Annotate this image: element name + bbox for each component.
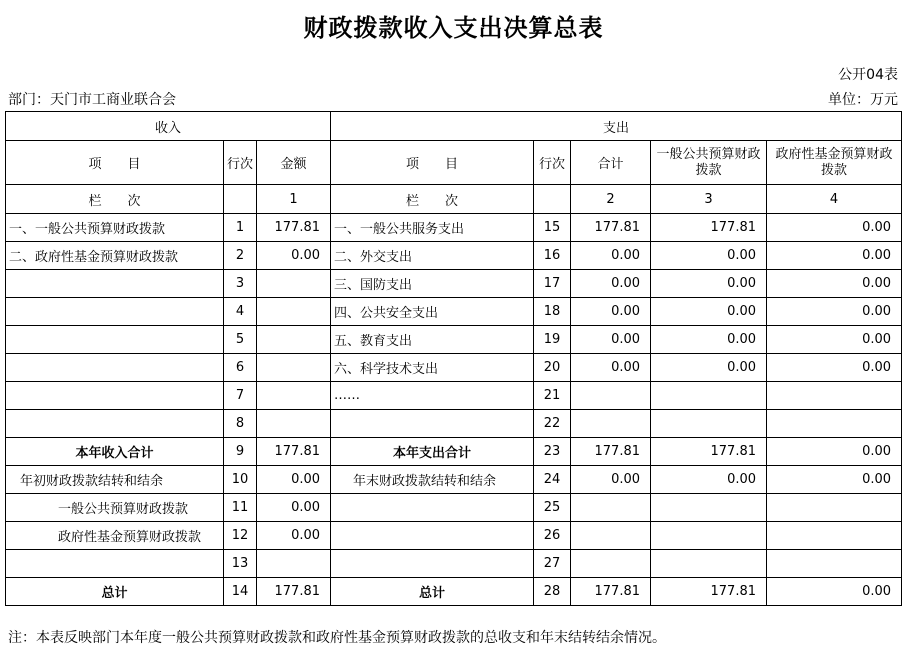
expense-gov-fund-cell: 0.00 [767, 578, 902, 606]
table-row [6, 578, 902, 606]
expense-total-cell: 0.00 [571, 298, 651, 326]
expense-item-cell: 本年支出合计 [331, 438, 534, 466]
expense-gov-fund-cell: 0.00 [767, 298, 902, 326]
expense-gov-fund-cell: 0.00 [767, 354, 902, 382]
table-row [6, 550, 902, 578]
expense-row-no-cell: 15 [534, 214, 571, 242]
expense-item-cell: 五、教育支出 [331, 326, 534, 354]
income-amount-cell: 177.81 [257, 214, 331, 242]
table-row [6, 410, 902, 438]
header-row-columns [6, 141, 902, 185]
income-row-no-cell: 11 [224, 494, 257, 522]
income-row-no-cell: 4 [224, 298, 257, 326]
income-item-cell [6, 410, 224, 438]
income-item-cell [6, 270, 224, 298]
header-income-item: 项 目 [6, 141, 224, 185]
income-item-cell [6, 382, 224, 410]
expense-general-budget-cell: 0.00 [651, 354, 767, 382]
income-amount-cell [257, 326, 331, 354]
expense-row-no-cell: 25 [534, 494, 571, 522]
header-row-sections [6, 112, 902, 141]
income-row-no-cell: 8 [224, 410, 257, 438]
index-col-2: 2 [571, 185, 651, 214]
expense-item-cell: 六、科学技术支出 [331, 354, 534, 382]
expense-general-budget-cell: 177.81 [651, 438, 767, 466]
index-expense-blank [534, 185, 571, 214]
expense-item-cell [331, 494, 534, 522]
income-item-cell: 一般公共预算财政拨款 [6, 494, 224, 522]
expense-item-cell: 二、外交支出 [331, 242, 534, 270]
income-amount-cell: 0.00 [257, 242, 331, 270]
table-row [6, 242, 902, 270]
income-amount-cell [257, 550, 331, 578]
index-income-blank [224, 185, 257, 214]
expense-item-cell: …… [331, 382, 534, 410]
expense-total-cell: 177.81 [571, 438, 651, 466]
fiscal-summary-table [5, 111, 902, 606]
table-row [6, 354, 902, 382]
expense-total-cell: 0.00 [571, 326, 651, 354]
expense-gov-fund-cell [767, 550, 902, 578]
table-row [6, 298, 902, 326]
expense-gov-fund-cell [767, 494, 902, 522]
income-item-cell [6, 298, 224, 326]
income-amount-cell [257, 410, 331, 438]
expense-item-cell [331, 550, 534, 578]
income-amount-cell: 0.00 [257, 466, 331, 494]
income-row-no-cell: 10 [224, 466, 257, 494]
header-expense-item: 项 目 [331, 141, 534, 185]
header-row-index [6, 185, 902, 214]
expense-general-budget-cell [651, 494, 767, 522]
expense-gov-fund-cell [767, 410, 902, 438]
expense-row-no-cell: 28 [534, 578, 571, 606]
header-expense: 支出 [331, 112, 902, 141]
expense-row-no-cell: 22 [534, 410, 571, 438]
header-income-amount: 金额 [257, 141, 331, 185]
expense-total-cell [571, 410, 651, 438]
income-item-cell [6, 326, 224, 354]
expense-total-cell: 0.00 [571, 242, 651, 270]
header-expense-row-no: 行次 [534, 141, 571, 185]
expense-general-budget-cell [651, 522, 767, 550]
header-general-budget: 一般公共预算财政拨款 [651, 141, 767, 185]
expense-gov-fund-cell: 0.00 [767, 438, 902, 466]
report-title: 财政拨款收入支出决算总表 [303, 13, 604, 42]
expense-general-budget-cell: 177.81 [651, 578, 767, 606]
expense-general-budget-cell: 0.00 [651, 270, 767, 298]
expense-item-cell: 总计 [331, 578, 534, 606]
expense-item-cell [331, 522, 534, 550]
index-col-1: 1 [257, 185, 331, 214]
index-income-label: 栏 次 [6, 185, 224, 214]
expense-row-no-cell: 26 [534, 522, 571, 550]
expense-gov-fund-cell: 0.00 [767, 242, 902, 270]
income-row-no-cell: 12 [224, 522, 257, 550]
form-number: 公开04表 [838, 67, 898, 83]
index-col-3: 3 [651, 185, 767, 214]
table-row [6, 438, 902, 466]
unit-label: 单位：万元 [828, 92, 898, 108]
expense-general-budget-cell [651, 550, 767, 578]
expense-total-cell: 0.00 [571, 354, 651, 382]
expense-gov-fund-cell: 0.00 [767, 214, 902, 242]
expense-total-cell [571, 550, 651, 578]
expense-gov-fund-cell: 0.00 [767, 466, 902, 494]
expense-general-budget-cell [651, 382, 767, 410]
header-gov-fund: 政府性基金预算财政拨款 [767, 141, 902, 185]
header-income: 收入 [6, 112, 331, 141]
income-row-no-cell: 6 [224, 354, 257, 382]
expense-total-cell [571, 494, 651, 522]
income-item-cell: 总计 [6, 578, 224, 606]
table-row [6, 326, 902, 354]
table-row [6, 466, 902, 494]
income-amount-cell: 177.81 [257, 438, 331, 466]
expense-row-no-cell: 19 [534, 326, 571, 354]
income-amount-cell: 0.00 [257, 494, 331, 522]
income-item-cell: 本年收入合计 [6, 438, 224, 466]
income-item-cell: 一、一般公共预算财政拨款 [6, 214, 224, 242]
table-row [6, 382, 902, 410]
expense-row-no-cell: 20 [534, 354, 571, 382]
expense-row-no-cell: 27 [534, 550, 571, 578]
income-row-no-cell: 14 [224, 578, 257, 606]
department-label: 部门：天门市工商业联合会 [8, 92, 176, 108]
expense-item-cell: 一、一般公共服务支出 [331, 214, 534, 242]
expense-total-cell [571, 522, 651, 550]
expense-general-budget-cell: 0.00 [651, 298, 767, 326]
expense-total-cell: 0.00 [571, 466, 651, 494]
income-row-no-cell: 5 [224, 326, 257, 354]
income-amount-cell [257, 270, 331, 298]
footnote: 注：本表反映部门本年度一般公共预算财政拨款和政府性基金预算财政拨款的总收支和年末结转结余情况。 [8, 630, 666, 646]
income-row-no-cell: 2 [224, 242, 257, 270]
income-item-cell: 年初财政拨款结转和结余 [6, 466, 224, 494]
expense-general-budget-cell: 0.00 [651, 466, 767, 494]
expense-gov-fund-cell: 0.00 [767, 270, 902, 298]
index-col-4: 4 [767, 185, 902, 214]
expense-gov-fund-cell [767, 522, 902, 550]
income-row-no-cell: 13 [224, 550, 257, 578]
expense-total-cell [571, 382, 651, 410]
expense-row-no-cell: 16 [534, 242, 571, 270]
income-row-no-cell: 3 [224, 270, 257, 298]
expense-general-budget-cell [651, 410, 767, 438]
expense-general-budget-cell: 177.81 [651, 214, 767, 242]
income-row-no-cell: 1 [224, 214, 257, 242]
expense-row-no-cell: 21 [534, 382, 571, 410]
income-row-no-cell: 7 [224, 382, 257, 410]
index-expense-label: 栏 次 [331, 185, 534, 214]
income-item-cell [6, 354, 224, 382]
income-item-cell [6, 550, 224, 578]
expense-item-cell: 年末财政拨款结转和结余 [331, 466, 534, 494]
header-expense-total: 合计 [571, 141, 651, 185]
expense-row-no-cell: 18 [534, 298, 571, 326]
income-amount-cell [257, 298, 331, 326]
expense-total-cell: 0.00 [571, 270, 651, 298]
expense-row-no-cell: 23 [534, 438, 571, 466]
income-row-no-cell: 9 [224, 438, 257, 466]
expense-item-cell: 三、国防支出 [331, 270, 534, 298]
income-amount-cell [257, 382, 331, 410]
expense-row-no-cell: 24 [534, 466, 571, 494]
table-row [6, 522, 902, 550]
income-item-cell: 二、政府性基金预算财政拨款 [6, 242, 224, 270]
income-item-cell: 政府性基金预算财政拨款 [6, 522, 224, 550]
table-row [6, 270, 902, 298]
expense-gov-fund-cell: 0.00 [767, 326, 902, 354]
expense-general-budget-cell: 0.00 [651, 326, 767, 354]
expense-item-cell: 四、公共安全支出 [331, 298, 534, 326]
expense-item-cell [331, 410, 534, 438]
table-row [6, 214, 902, 242]
expense-row-no-cell: 17 [534, 270, 571, 298]
expense-general-budget-cell: 0.00 [651, 242, 767, 270]
header-income-row-no: 行次 [224, 141, 257, 185]
income-amount-cell [257, 354, 331, 382]
expense-total-cell: 177.81 [571, 214, 651, 242]
income-amount-cell: 177.81 [257, 578, 331, 606]
income-amount-cell: 0.00 [257, 522, 331, 550]
table-row [6, 494, 902, 522]
expense-total-cell: 177.81 [571, 578, 651, 606]
expense-gov-fund-cell [767, 382, 902, 410]
